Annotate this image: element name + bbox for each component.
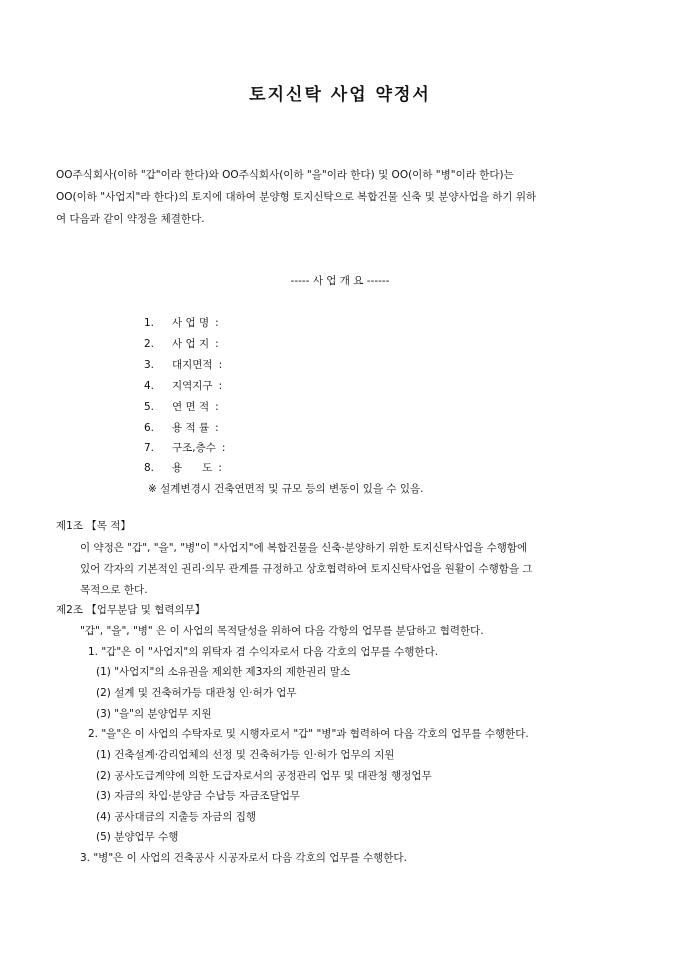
overview-colon: : — [215, 401, 219, 413]
intro-line-2: OO(이하 "사업지"라 한다)의 토지에 대하여 분양형 토지신탁으로 복합건물 신축 및 분양사업을 하기 위하 — [56, 191, 537, 203]
article-2-item-1: 1. "갑"은 이 "사업지"의 위탁자 겸 수익자로서 다음 각호의 업무를 수행한다. — [88, 646, 439, 658]
article-2-item-1-sub: (1) "사업지"의 소유권을 제외한 제3자의 제한권리 말소 — [96, 666, 351, 678]
overview-num: 2. — [144, 338, 155, 350]
overview-colon: : — [221, 442, 226, 454]
overview-num: 5. — [144, 401, 155, 413]
overview-label: 사 업 지 — [172, 338, 210, 350]
article-2-item-1-sub: (2) 설계 및 건축허가등 대관청 인·허가 업무 — [96, 687, 297, 699]
overview-num: 3. — [144, 359, 155, 371]
intro-line-3: 여 다음과 같이 약정을 체결한다. — [56, 213, 205, 225]
overview-colon: : — [215, 422, 219, 434]
article-1-line-2: 있어 각자의 기본적인 권리·의무 관계를 규정하고 상호협력하여 토지신탁사업을 원활이 수행함을 그 — [80, 563, 533, 575]
article-1-heading: 제1조 【목 적】 — [56, 520, 131, 532]
article-2-item-3: 3. "병"은 이 사업의 건축공사 시공자로서 다음 각호의 업무를 수행한다. — [80, 852, 407, 864]
overview-item — [144, 378, 222, 398]
article-2-item-2-sub: (3) 자금의 차입·분양금 수납등 자금조달업무 — [96, 790, 300, 802]
overview-heading: ----- 사 업 개 요 ------ — [290, 275, 390, 287]
overview-note: ※ 설계변경시 건축연면적 및 규모 등의 변동이 있을 수 있음. — [148, 483, 424, 495]
article-2-item-2-sub: (2) 공사도급계약에 의한 도급자로서의 공정관리 업무 및 대관청 행정업무 — [96, 770, 432, 782]
overview-label: 지역지구 — [172, 380, 213, 392]
overview-colon: : — [215, 338, 219, 350]
article-2-item-2-sub: (1) 건축설계·감리업체의 선정 및 건축허가등 인·허가 업무의 지원 — [96, 749, 395, 761]
overview-item — [144, 399, 219, 419]
overview-item — [144, 420, 219, 440]
overview-colon: : — [218, 380, 223, 392]
overview-colon: : — [218, 462, 222, 474]
overview-num: 7. — [144, 442, 155, 454]
document-title: 토지신탁 사업 약정서 — [249, 85, 431, 105]
overview-num: 1. — [144, 317, 155, 329]
overview-item — [144, 357, 222, 377]
article-1-line-3: 목적으로 한다. — [80, 584, 148, 596]
overview-label: 연 면 적 — [172, 401, 210, 413]
article-2-intro: "갑", "을", "병" 은 이 사업의 목적달성을 위하여 다음 각항의 업무를 분담하고 협력한다. — [80, 625, 484, 637]
overview-item — [144, 440, 225, 460]
intro-paragraph — [56, 164, 624, 230]
article-2-item-1-sub: (3) "을"의 분양업무 지원 — [96, 708, 212, 720]
article-2-heading: 제2조 【업무분담 및 협력의무】 — [56, 604, 206, 616]
intro-line-1: OO주식회사(이하 "갑"이라 한다)와 OO주식회사(이하 "을"이라 한다) 및 OO(이하 "병"이라 한다)는 — [56, 169, 514, 181]
overview-item — [144, 315, 219, 335]
overview-label: 용 도 — [172, 462, 213, 474]
article-2-item-2: 2. "을"은 이 사업의 수탁자로 및 시행자로서 "갑" "병"과 협력하여 다음 각호의 업무를 수행한다. — [88, 728, 529, 740]
overview-num: 6. — [144, 422, 155, 434]
overview-label: 대지면적 — [172, 359, 213, 371]
overview-label: 용 적 률 — [172, 422, 210, 434]
overview-item — [144, 336, 219, 356]
overview-num: 4. — [144, 380, 155, 392]
overview-colon: : — [218, 359, 223, 371]
article-2-item-2-sub: (5) 분양업무 수행 — [96, 831, 179, 843]
overview-label: 구조,층수 — [172, 442, 216, 454]
overview-label: 사 업 명 — [172, 317, 210, 329]
overview-item — [144, 460, 222, 480]
article-2-item-2-sub: (4) 공사대금의 지출등 자금의 집행 — [96, 811, 257, 823]
overview-num: 8. — [144, 462, 155, 474]
overview-colon: : — [215, 317, 219, 329]
article-1-line-1: 이 약정은 "갑", "을", "병"이 "사업지"에 복합건물을 신축·분양하기 위한 토지신탁사업을 수행함에 — [80, 542, 528, 554]
